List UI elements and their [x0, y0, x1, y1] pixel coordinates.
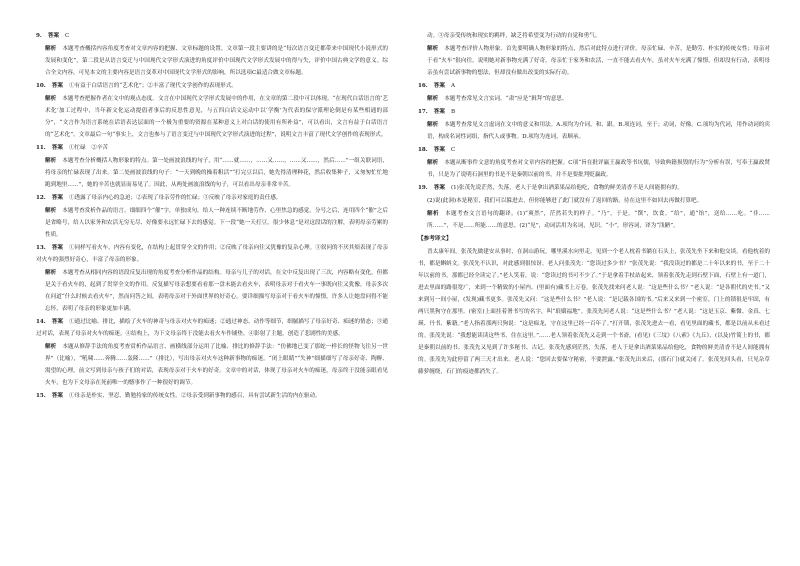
answer-line [36, 142, 388, 154]
question-number: 9. [36, 33, 42, 39]
answer-value: ①有益于白话语言的“艺术化”；②丰富了现代文学创作的表现形式。 [68, 83, 237, 89]
analysis-paragraph [418, 93, 770, 105]
analysis-text: 本题考查把握作者在文中的观点态度。文言在中国现代文学形式发展中的作用，在文章的第二段中可以体现。“在现代白话语言的‘艺术化’加工过程中，当年新文化运动提倡者事后的反思性意见，与五四白话文运动中以‘学衡’为代表的保守派理论倒是有某些相通的部分”，“文言作为语言系统在话语表达层面的一个极为重要的资源在某种意义上对白话的使用有所补益”，可以看出，文言有益于白话语言的“艺术化”。文章最后一句“事实上，文言也参与了语言变迁与中国现代文学形式演进的过程”，说明文言丰富了现代文学创作的表现形式。 [45, 96, 388, 138]
answer-value: C [450, 147, 456, 153]
answer-label: 答案 [51, 319, 63, 325]
analysis-text: 本题从断事件文意的角度考查对文章内容的把握。C项“旨在批评赢王赢政等书坑儒，导致典籍损毁的行为”分析有误，写奉王赢政焚书，只是为了说明石洞里的书是不是秦朝以前的书，并不是要批判贬赢政。 [427, 160, 770, 178]
answer-line [36, 242, 388, 266]
answer-label: 答案 [51, 145, 63, 151]
question-number: 17. [418, 109, 428, 115]
answer-line [36, 316, 388, 340]
analysis-label: 解析 [427, 122, 439, 128]
answer-label: 答案 [51, 245, 63, 251]
analysis-label: 解析 [45, 208, 57, 214]
answer-label: 答案 [433, 83, 445, 89]
answer-value: ①通过比喻、排比，描绘了火车的神奇与母亲对火车的痴迷；②通过神态、动作等细节，细腻描写了母亲好奇、痴迷的情态；③通过对话，表现了母亲对火车的痴迷。④结构上，为下文母亲终于没能去看火车作铺垫，④影射了主题，创造了悲剧性的美感。 [36, 319, 388, 337]
paragraph-text: 动。③母亲受传统和现实的羁绊，缺乏将希望变为行动的自觉和勇气。 [427, 33, 601, 39]
analysis-paragraph [36, 43, 388, 79]
analysis-text: 本题考查文言语句的翻译。(1)“爽然”，茫然若失的样子。“乃”，于是。“馔”，饮食。“给”，通“饴”，送给……吃。“非……所……”，不是……所能……的意思。(2)“见”，动词活用为名词，见识。“小”，形容词，译为“浅陋”。 [427, 211, 770, 229]
answer-line [36, 192, 388, 204]
question-number: 12. [36, 195, 46, 201]
answer-value: B [450, 109, 456, 115]
analysis-paragraph [418, 208, 770, 232]
analysis-label: 解析 [45, 158, 57, 164]
analysis-paragraph [418, 43, 770, 79]
answer-value: ①透露了母亲内心的急迫；②表现了母亲劳作的忙碌；③反映了母亲对家庭的责任感。 [68, 195, 282, 201]
analysis-text: 本题从修辞手法的角度考查赏析作品语言、画横线部分运用了比喻、排比的修辞手法：“仿佛地已变了那蛇一样长的怪物飞往另一世界”（比喻），“吼啸……奔腾……轰隆……”（排比），写出母亲对火车这种新事物的痴迷。“闭上眼睛”“失神”细描细写了母亲好奇、陶醉、渴望的心理，前文写到母亲与孩子们的对话，表现母亲对于火车的好奇。文章中的对话，体现了母亲对火车的痴迷，母亲终于没能亲眼看见火车，也为下文母亲在死前唯一的憾事作了一种很好的调节。 [45, 344, 388, 386]
answer-label: 答案 [433, 185, 445, 191]
answer-value: ①忙碌 ②辛苦 [68, 145, 109, 151]
answer-label: 答案 [51, 195, 63, 201]
analysis-paragraph [36, 267, 388, 315]
question-number: 16. [418, 83, 428, 89]
analysis-label: 解析 [427, 160, 439, 166]
question-number: 11. [36, 145, 46, 151]
analysis-text: 本题考查赏析作品的语言。细细四个“催”字，单独成句，给人一种连续不断地劳作、心里焦急的感觉。分号之后，连用四个“催”之后是省略号，给人以家务和农活无穷无尽、好像要永远忙碌下去的感觉。下一段“她一天打豆，很少休息”是对这段话的注解，表明母亲劳累的性质。 [45, 208, 388, 238]
analysis-paragraph [418, 119, 770, 143]
reference-translation-title: 【参考译文】 [418, 236, 452, 242]
answer-line [36, 30, 388, 42]
analysis-label: 解析 [45, 270, 57, 276]
answer-label: 答案 [51, 83, 63, 89]
analysis-text: 本题考查常见文言虚词在文中的意义和用法。A.项均为介词，和、跟。B.项连词，至于；动词，好像。C.项均为代词，用作动词的宾语，构成名词性词组，指代人或事物。D.项均为连词，表顺承。 [427, 122, 770, 140]
answer-value: A [450, 83, 455, 89]
question-number: 15. [36, 393, 46, 399]
analysis-label: 解析 [45, 96, 57, 102]
right-column [418, 30, 770, 554]
answer-line [36, 80, 388, 92]
question-number: 18. [418, 147, 428, 153]
answer-label: 答案 [51, 393, 63, 399]
analysis-text: 本题考查分析概括人物形象的特点。第一处画波浪线的句子，用“……就……，……又……，……又……，然后……”一组关联词语，将母亲的忙碌表现了出来。第二处画波浪线的句子：“一天到晚的操着粗活”“打完豆以后，她先得清理种花，然后收集种子，又匆匆忙忙地跑到地里……”，她的辛苦也就显而易见了。因此，从两处画波浪线的句子，可以看出母亲非常辛苦。 [45, 158, 388, 188]
analysis-text: 本题考查评价人物形象。首先要明确人物形象的特点，然后对此特点进行评价。母亲忙碌、辛苦，是勤劳、朴实的传统女性；母亲对于看“火车”很向往，说明她对新事物充满了好奇，母亲忙于家务和农活，一直不能去看火车，虽对火车充满了憧憬，但却没有行动，表明母亲虽有尝试新事物的想法，但却没有做出改变的实际行动。 [427, 46, 770, 76]
question-number: 10. [36, 83, 46, 89]
answer-label: 答案 [47, 33, 60, 39]
analysis-text: 本题考查常见文言实词。“肃”应是“揖拜”的意思。 [444, 96, 568, 102]
analysis-paragraph [36, 93, 388, 141]
question-number: 19. [418, 185, 428, 191]
analysis-paragraph [36, 155, 388, 191]
answer-label: 答案 [433, 109, 445, 115]
answer-value: (1)张茂先说茫然，失落，老人于是拿出酒菜果品给他吃，食物的鲜美清香不是人间能拥有的。 [450, 185, 683, 191]
answer-line [418, 182, 770, 194]
analysis-label: 解析 [427, 96, 439, 102]
analysis-label: 解析 [45, 46, 57, 52]
analysis-text: 本题考查从相同内容的语段反复出现的角度考查分析作品的结构。母亲与儿子的对话，在文中反复出现了三次，内容略有变化，但都是关于看火车的，起到了贯穿全文的作用。反复描写母亲想要看看那一盘未能去看火车，表明母亲对于看火车一事既向往又犹豫。母亲多次在问道“什么时候去看火车”，然而问答之间，表明母亲对于外面世界的好奇心。要详细描写母亲对于看火车的憧憬，许多人让她盘问得不能忘怀，表明了母亲的形象更加丰满。 [45, 270, 388, 312]
analysis-text: 本题考查概括内容角度考查对文章内容的把握、文章标题的设置。文章第一段主要讲的是“每次语言变迁都带来中国现代小说形式的发展和变化”，第二段是从语言变迁与中国现代文学形式演进的角度评价中国现代文学形式发展中的得与失，评价中国古典文学的意义。综合全文内容，可见本文的主要内容是语言变革对中国现代文学形式的影响，所以选项C最适合做文章标题。 [45, 46, 388, 76]
answer-value: ①同样写看火车，内容有变化，在结构上起贯穿全文的作用；②反映了母亲向往又犹豫的复杂心理。③叙问的不厌其烦表现了母亲对火车的强烈好奇心，丰富了母亲的形象。 [36, 245, 388, 263]
question-number: 13. [36, 245, 46, 251]
left-column [36, 30, 388, 554]
answer-line [418, 80, 770, 92]
answer-label: 答案 [433, 147, 445, 153]
analysis-label: 解析 [427, 211, 440, 217]
analysis-label: 解析 [45, 344, 57, 350]
paragraph-text: (2)说(此洞)本是秘室，我们可以躲进去，但你能够进了此门就没有了返回的路，待在这里不如回去再做打算吧。 [427, 198, 703, 204]
question-number: 14. [36, 319, 46, 325]
analysis-paragraph [418, 157, 770, 181]
analysis-label: 解析 [427, 46, 439, 52]
analysis-paragraph [36, 341, 388, 389]
answer-line [418, 106, 770, 118]
answer-line [36, 390, 388, 402]
answer-value: ①母亲是朴实、坚忍、勤勉持家的传统女性。②母亲受到新事物的感召，具有尝试新生活的内在驱动。 [68, 393, 321, 399]
answer-line [418, 144, 770, 156]
analysis-paragraph [36, 205, 388, 241]
answer-value: C [65, 33, 70, 39]
translation-body: 晋太康年间，张茂先做建安从事时，在洞山游玩，哪里溪水向里走，见到一个老人枕着书躺在石头上，张茂先坐下来和他交谈。看他枕着的书，都是蝌蚪文。张茂先不认识，对此感到很惊讶。老人问张茂先：“您读过多少书？”张茂先说：“我没读过的都是二十年以来的书，至于二十年以前的书，那都已经全读完了。”老人笑着，说：“您读过的书可不少了。”于是拿着手杖站起来，领着张茂先走到石壁下面，石壁上有一道门，进去里面的路很宽广，来到一个精致的小屋内。(里面有)藏书上万卷。张茂先找来问老人说：“这是些什么书？”老人说：“是各朝代的史书。”又来到另一间小屋，(发现)藏书更多。张茂先又问：“这是些什么书？”老人说：“是记载各国的书。”后来又来到一个密室，门上的锁很是牢固，有两只黑狗守在那里。(密室)上面挂着署书写的名字，叫“琅嬛福地”。张茂先问老人说：“这是些什么书？”老人说：“这是玉京、紫微、金真、七瑛、丹书、紫籍。”老人指着那两只狗说：“这是痴龙，守在这里已经一百年了。”打开锁，张茂先进去一看，看见里面的藏书，都是以前从未看过的。张茂先说：“我想能读读这些书，住在这里。”……老人领着张茂先又走到一个书斋，(看见)《三坟》《八索》《九丘》，(以及)竹简上的书，都是秦朝以前的书。张茂先又见到了许多秘书、古记。张茂先感到茫然，失落，老人于是拿出酒菜果品给他吃，食物的鲜美清香不是人间能拥有的。张茂先为此停留了两三天才出来。老人说：“您回去要保守秘密，不要泄露。”张茂先出来后，(那石门)就关闭了。张茂先回头看，只见杂草藤萝缠绕，石门的痕迹都消失了。 [418, 249, 770, 375]
